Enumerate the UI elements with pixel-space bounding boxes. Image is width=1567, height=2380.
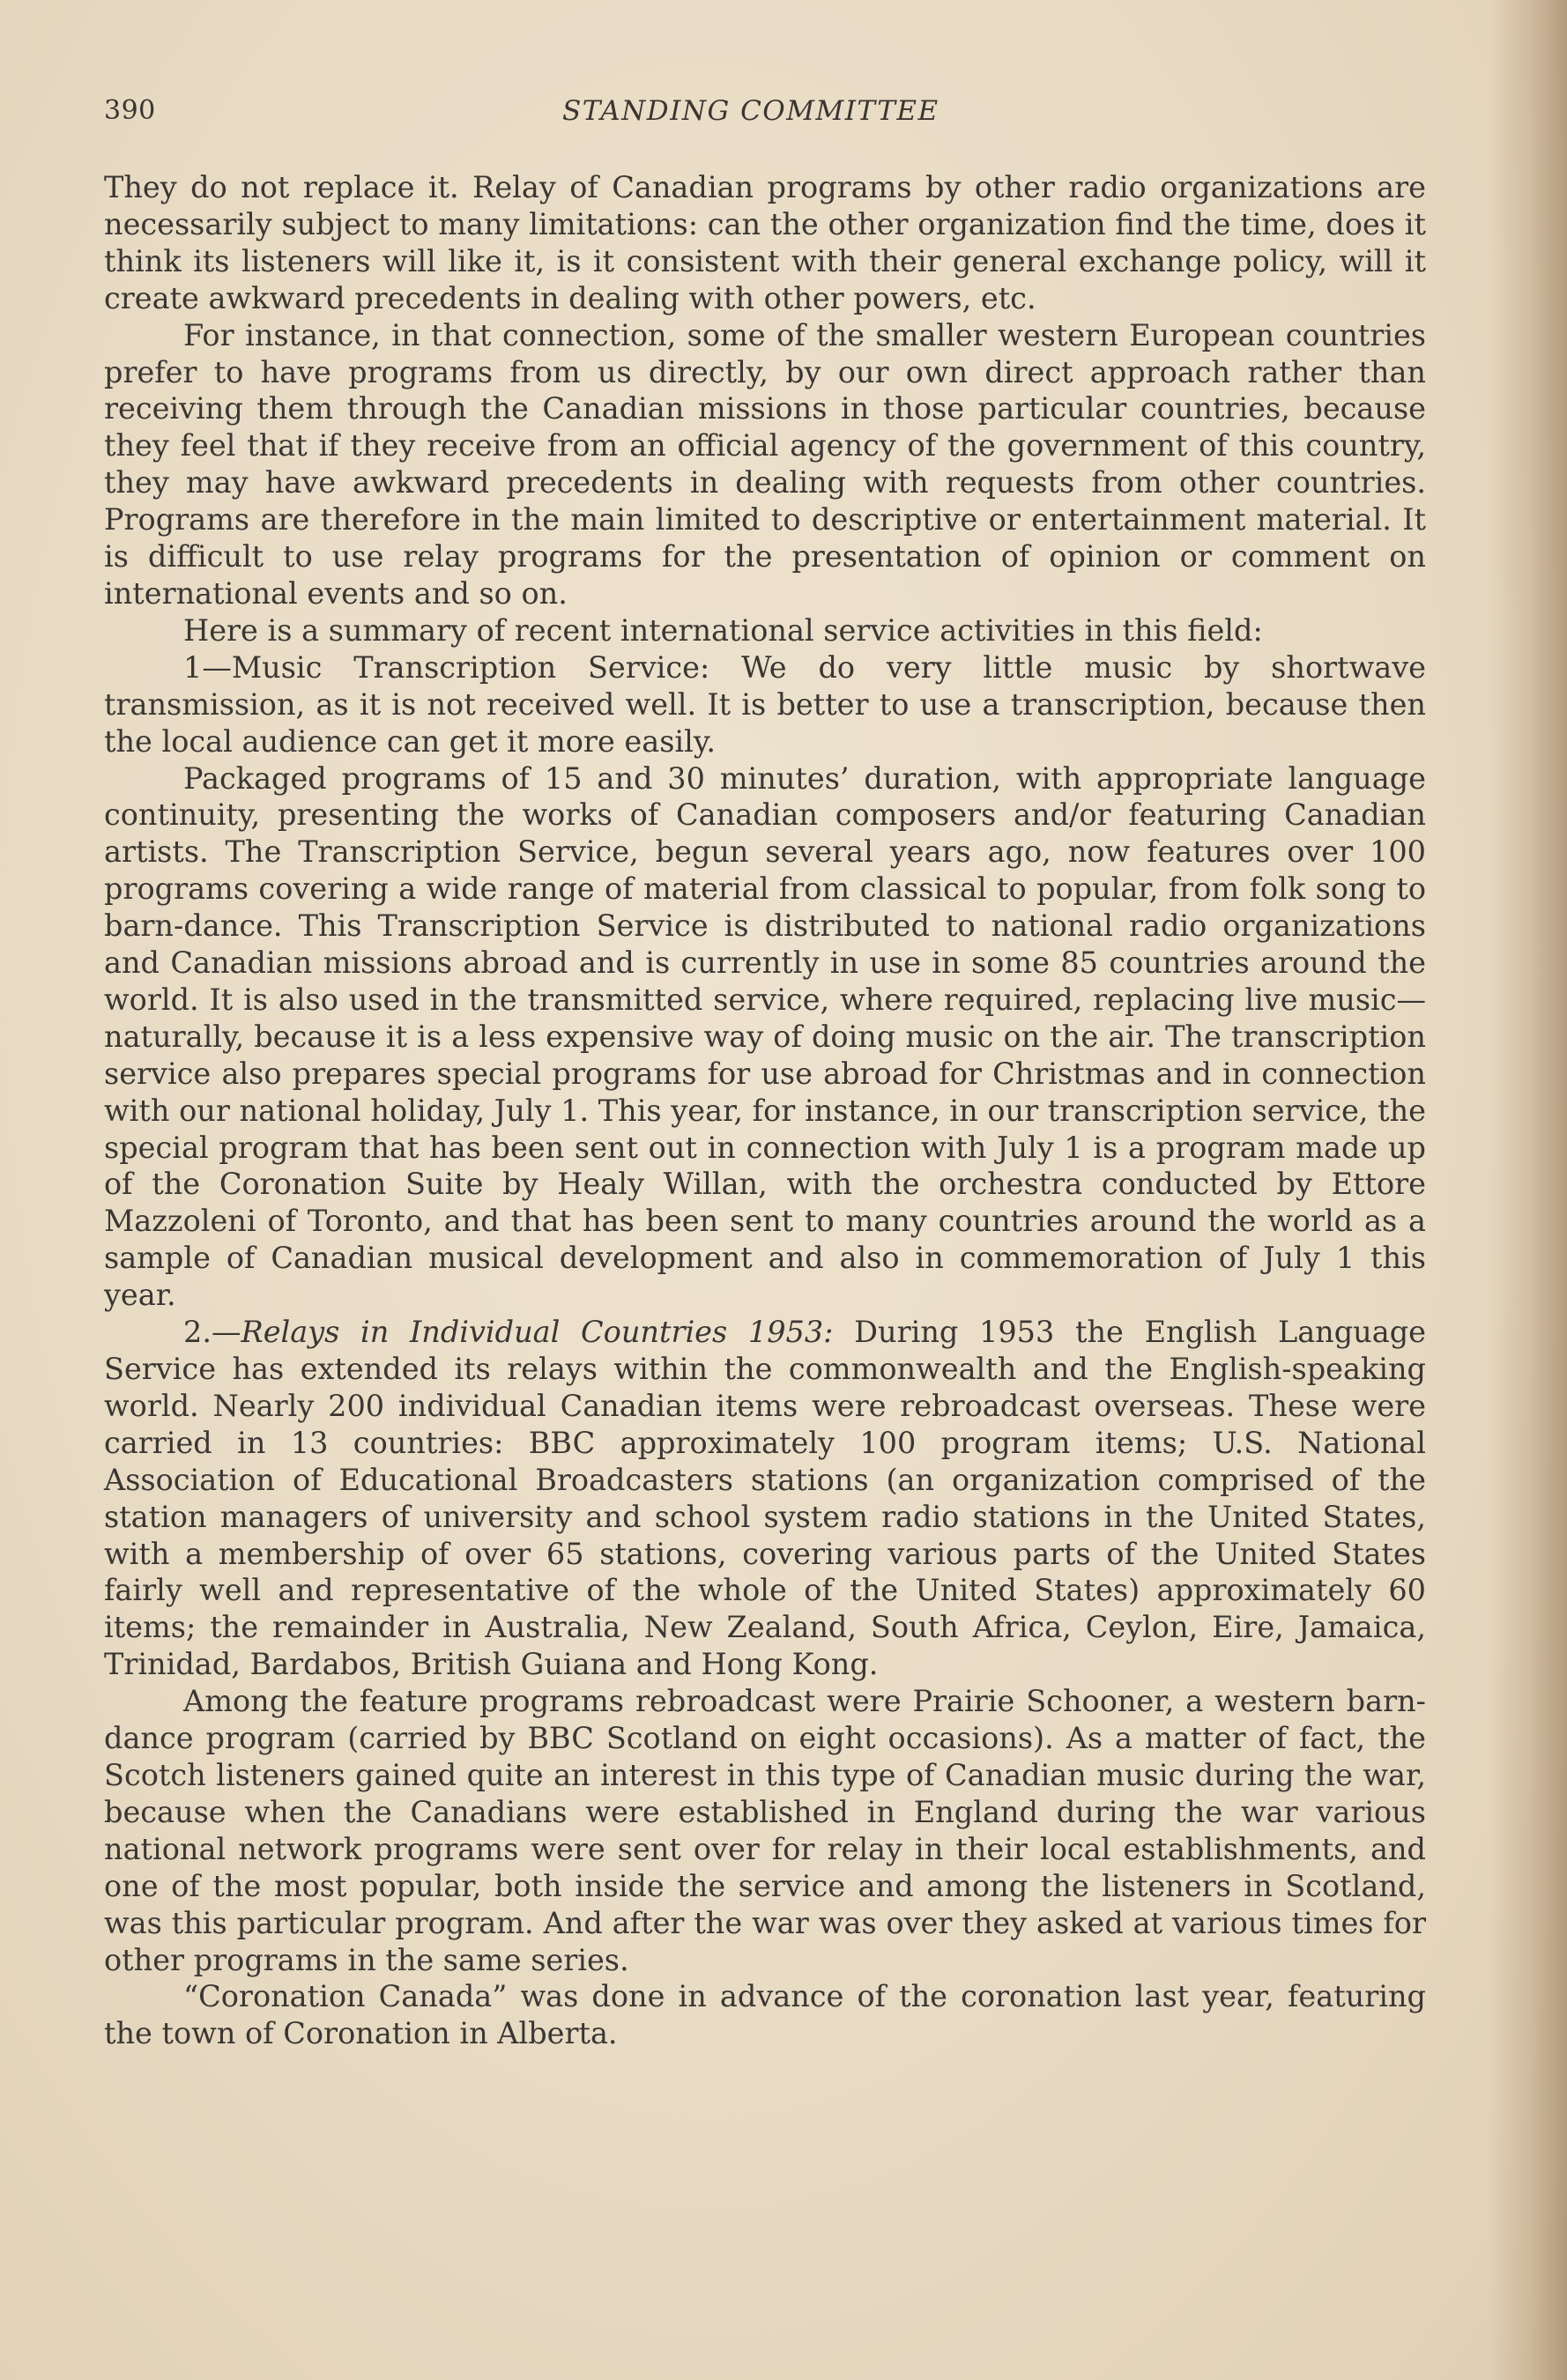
body-text [104, 169, 1426, 2052]
paragraph-relays [104, 1314, 1426, 1683]
running-head: STANDING COMMITTEE [562, 95, 939, 127]
page-number: 390 [104, 95, 156, 126]
page-edge-shadow [1488, 0, 1567, 2380]
section-heading: Relays in Individual Countries 1953: [241, 1315, 834, 1350]
paragraph-1: They do not replace it. Relay of Canadian programs by other radio organizations are necessarily subject to many limitations: can the other organization find the time, does it think its listeners will like it, is it consistent with their general exchange policy, will it create awkward precedents in dealing with other powers, etc. [104, 170, 1426, 315]
paragraph-packaged-programs: Packaged programs of 15 and 30 minutes’ duration, with appropriate language continuity, presenting the works of Canadian composers and/or featuring Canadian artists. The Transcription Service, begun several years ago, now features over 100 programs covering a wide range of material from classical to popular, from folk song to barn-dance. This Transcription Service is distributed to national radio organizations and Canadian missions abroad and is currently in use in some 85 countries around the world. It is also used in the transmitted service, where required, replacing live music—naturally, because it is a less expensive way of doing music on the air. The transcription service also prepares special programs for use abroad for Christmas and in connection with our national holiday, July 1. This year, for instance, in our transcription service, the special program that has been sent out in connection with July 1 is a program made up of the Coronation Suite by Healy Willan, with the orchestra conducted by Ettore Mazzoleni of Toronto, and that has been sent to many countries around the world as a sample of Canadian musical development and also in commemoration of July 1 this year. [104, 760, 1426, 1313]
paragraph-feature-programs: Among the feature programs rebroadcast were Prairie Schooner, a western barn-dance program (carried by BBC Scotland on eight occasions). As a matter of fact, the Scotch listeners gained quite an interest in this type of Canadian music during the war, because when the Canadians were established in England during the war various national network programs were sent over for relay in their local establishments, and one of the most popular, both inside the service and among the listeners in Scotland, was this particular program. And after the war was over they asked at various times for other programs in the same series. [104, 1684, 1426, 1977]
paragraph-coronation-canada: “Coronation Canada” was done in advance of the coronation last year, featuring the town of Coronation in Alberta. [104, 1979, 1426, 2051]
paragraph-music-transcription: 1—Music Transcription Service: We do very little music by shortwave transmission, as it is not received well. It is better to use a transcription, because then the local audience can get it more easily. [104, 649, 1426, 759]
paragraph-2: For instance, in that connection, some of the smaller western European countries prefer to have programs from us directly, by our own direct approach rather than receiving them through the Canadian missions in those particular countries, because they feel that if they receive from an official agency of the government of this country, they may have awkward precedents in dealing with requests from other countries. Programs are therefore in the main limited to descriptive or entertainment material. It is difficult to use relay programs for the presentation of opinion or comment on international events and so on. [104, 317, 1426, 611]
paragraph-3: Here is a summary of recent international service activities in this field: [183, 612, 1263, 648]
section-text: During 1953 the English Language Service has extended its relays within the commonwealth and the English-speaking world. Nearly 200 individual Canadian items were rebroadcast overseas. These were carried in 13 countries: BBC approximately 100 program items; U.S. National Association of Educational Broadcasters stations (an organization comprised of the station managers of university and school system radio stations in the United States, with a membership of over 65 stations, covering various parts of the United States fairly well and representative of the whole of the United States) approximately 60 items; the remainder in Australia, New Zealand, South Africa, Ceylon, Eire, Jamaica, Trinidad, Bardabos, British Guiana and Hong Kong. [104, 1315, 1427, 1682]
section-number: 2.— [183, 1315, 241, 1350]
page-header [104, 95, 1417, 139]
